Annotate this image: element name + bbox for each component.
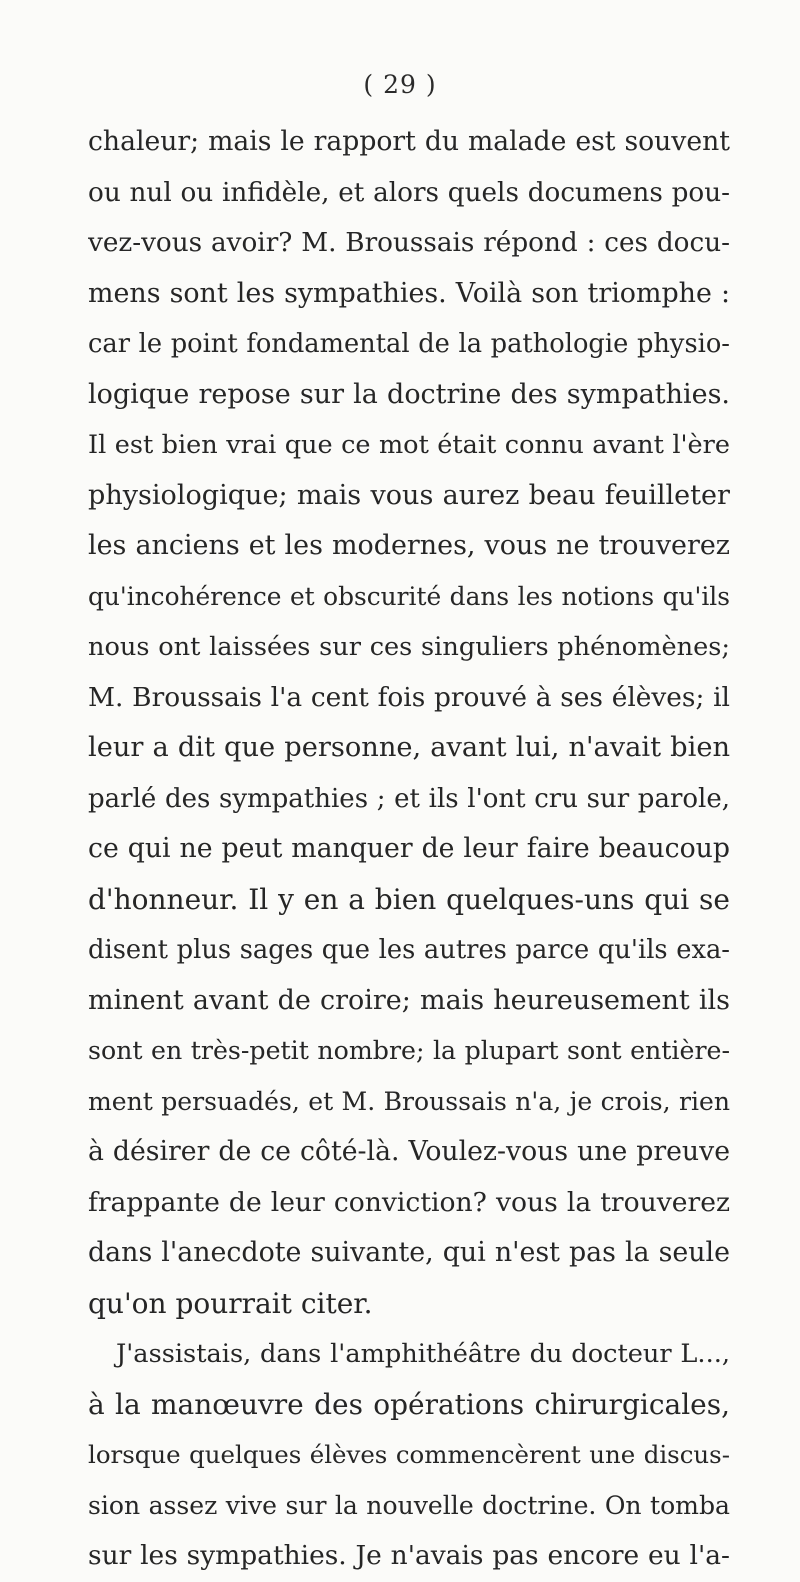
text-line: ce qui ne peut manquer de leur faire beaucoup [88,833,730,864]
text-line: parlé des sympathies ; et ils l'ont cru sur parole, [88,783,730,814]
text-line: minent avant de croire; mais heureusement ils [88,984,730,1016]
text-line: leur a dit que personne, avant lui, n'avait bien [88,732,730,763]
text-line: Il est bien vrai que ce mot était connu avant l'ère [88,430,730,460]
text-line: ou nul ou infidèle, et alors quels documens pou- [88,177,730,208]
text-line: disent plus sages que les autres parce qu'ils exa- [88,935,730,965]
text-line: les anciens et les modernes, vous ne trouverez [88,530,730,561]
text-line: ment persuadés, et M. Broussais n'a, je crois, rien [88,1086,730,1116]
text-line: à désirer de ce côté-là. Voulez-vous une preuve [88,1136,730,1167]
text-line: M. Broussais l'a cent fois prouvé à ses élèves; il [88,681,730,713]
text-line: sont en très-petit nombre; la plupart sont entière- [88,1036,730,1065]
body-text [88,117,730,1582]
text-line: mens sont les sympathies. Voilà son triomphe : [88,277,730,309]
text-line: qu'on pourrait citer. [88,1286,373,1320]
text-line: à la manœuvre des opérations chirurgicales, [88,1387,730,1421]
text-line: d'honneur. Il y en a bien quelques-uns qui se [88,882,730,916]
text-line: lorsque quelques élèves commencèrent une discus- [88,1440,730,1469]
text-line: sur les sympathies. Je n'avais pas encore eu l'a- [88,1540,730,1571]
text-line: sion assez vive sur la nouvelle doctrine. On tomba [88,1490,730,1520]
text-line: nous ont laissées sur ces singuliers phénomènes; [88,632,730,662]
text-line: vez-vous avoir? M. Broussais répond : ces docu- [88,228,730,258]
text-line: car le point fondamental de la pathologie physio- [88,329,730,359]
text-line: chaleur; mais le rapport du malade est souvent [88,126,730,157]
text-line: physiologique; mais vous aurez beau feuilleter [88,479,730,511]
text-line: frappante de leur conviction? vous la trouverez [88,1186,730,1218]
text-line: qu'incohérence et obscurité dans les notions qu'ils [88,581,730,611]
text-line: J'assistais, dans l'amphithéâtre du docteur L..., [116,1339,730,1369]
text-line: dans l'anecdote suivante, qui n'est pas la seule [88,1237,730,1268]
page-number: ( 29 ) [363,70,437,99]
text-line: logique repose sur la doctrine des sympathies. [88,378,730,410]
